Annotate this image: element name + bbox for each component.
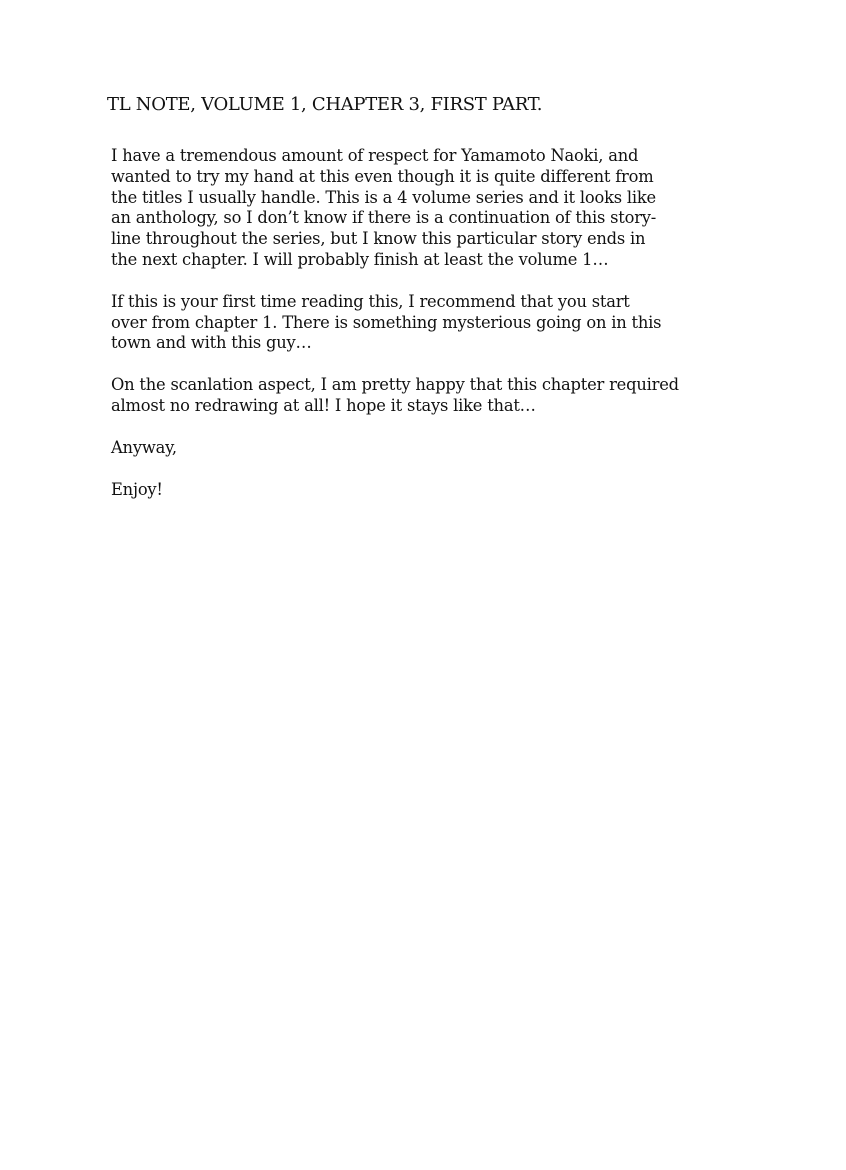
text-line: an anthology, so I don’t know if there is a continuation of this story- [111, 208, 657, 228]
paragraph-anyway [111, 438, 751, 459]
text-line: the titles I usually handle. This is a 4 volume series and it looks like [111, 187, 656, 207]
text-line: I have a tremendous amount of respect for Yamamoto Naoki, and [111, 146, 639, 165]
note-title: TL NOTE, VOLUME 1, CHAPTER 3, FIRST PART. [107, 94, 543, 115]
text-line: the next chapter. I will probably finish at least the volume 1… [111, 249, 609, 269]
text-line: line throughout the series, but I know this particular story ends in [111, 229, 646, 249]
note-body [111, 146, 751, 521]
text-line: Anyway, [111, 437, 177, 457]
paragraph-enjoy [111, 480, 751, 501]
paragraph-intro [111, 146, 751, 271]
paragraph-first-time [111, 292, 751, 354]
text-line: over from chapter 1. There is something mysterious going on in this [111, 312, 662, 332]
text-line: almost no redrawing at all! I hope it stays like that… [111, 395, 536, 415]
text-line: wanted to try my hand at this even though it is quite different from [111, 166, 654, 186]
paragraph-scanlation [111, 375, 751, 417]
text-line: If this is your first time reading this, I recommend that you start [111, 291, 630, 311]
text-line: Enjoy! [111, 479, 163, 499]
text-line: town and with this guy… [111, 333, 312, 353]
text-line: On the scanlation aspect, I am pretty happy that this chapter required [111, 375, 679, 395]
